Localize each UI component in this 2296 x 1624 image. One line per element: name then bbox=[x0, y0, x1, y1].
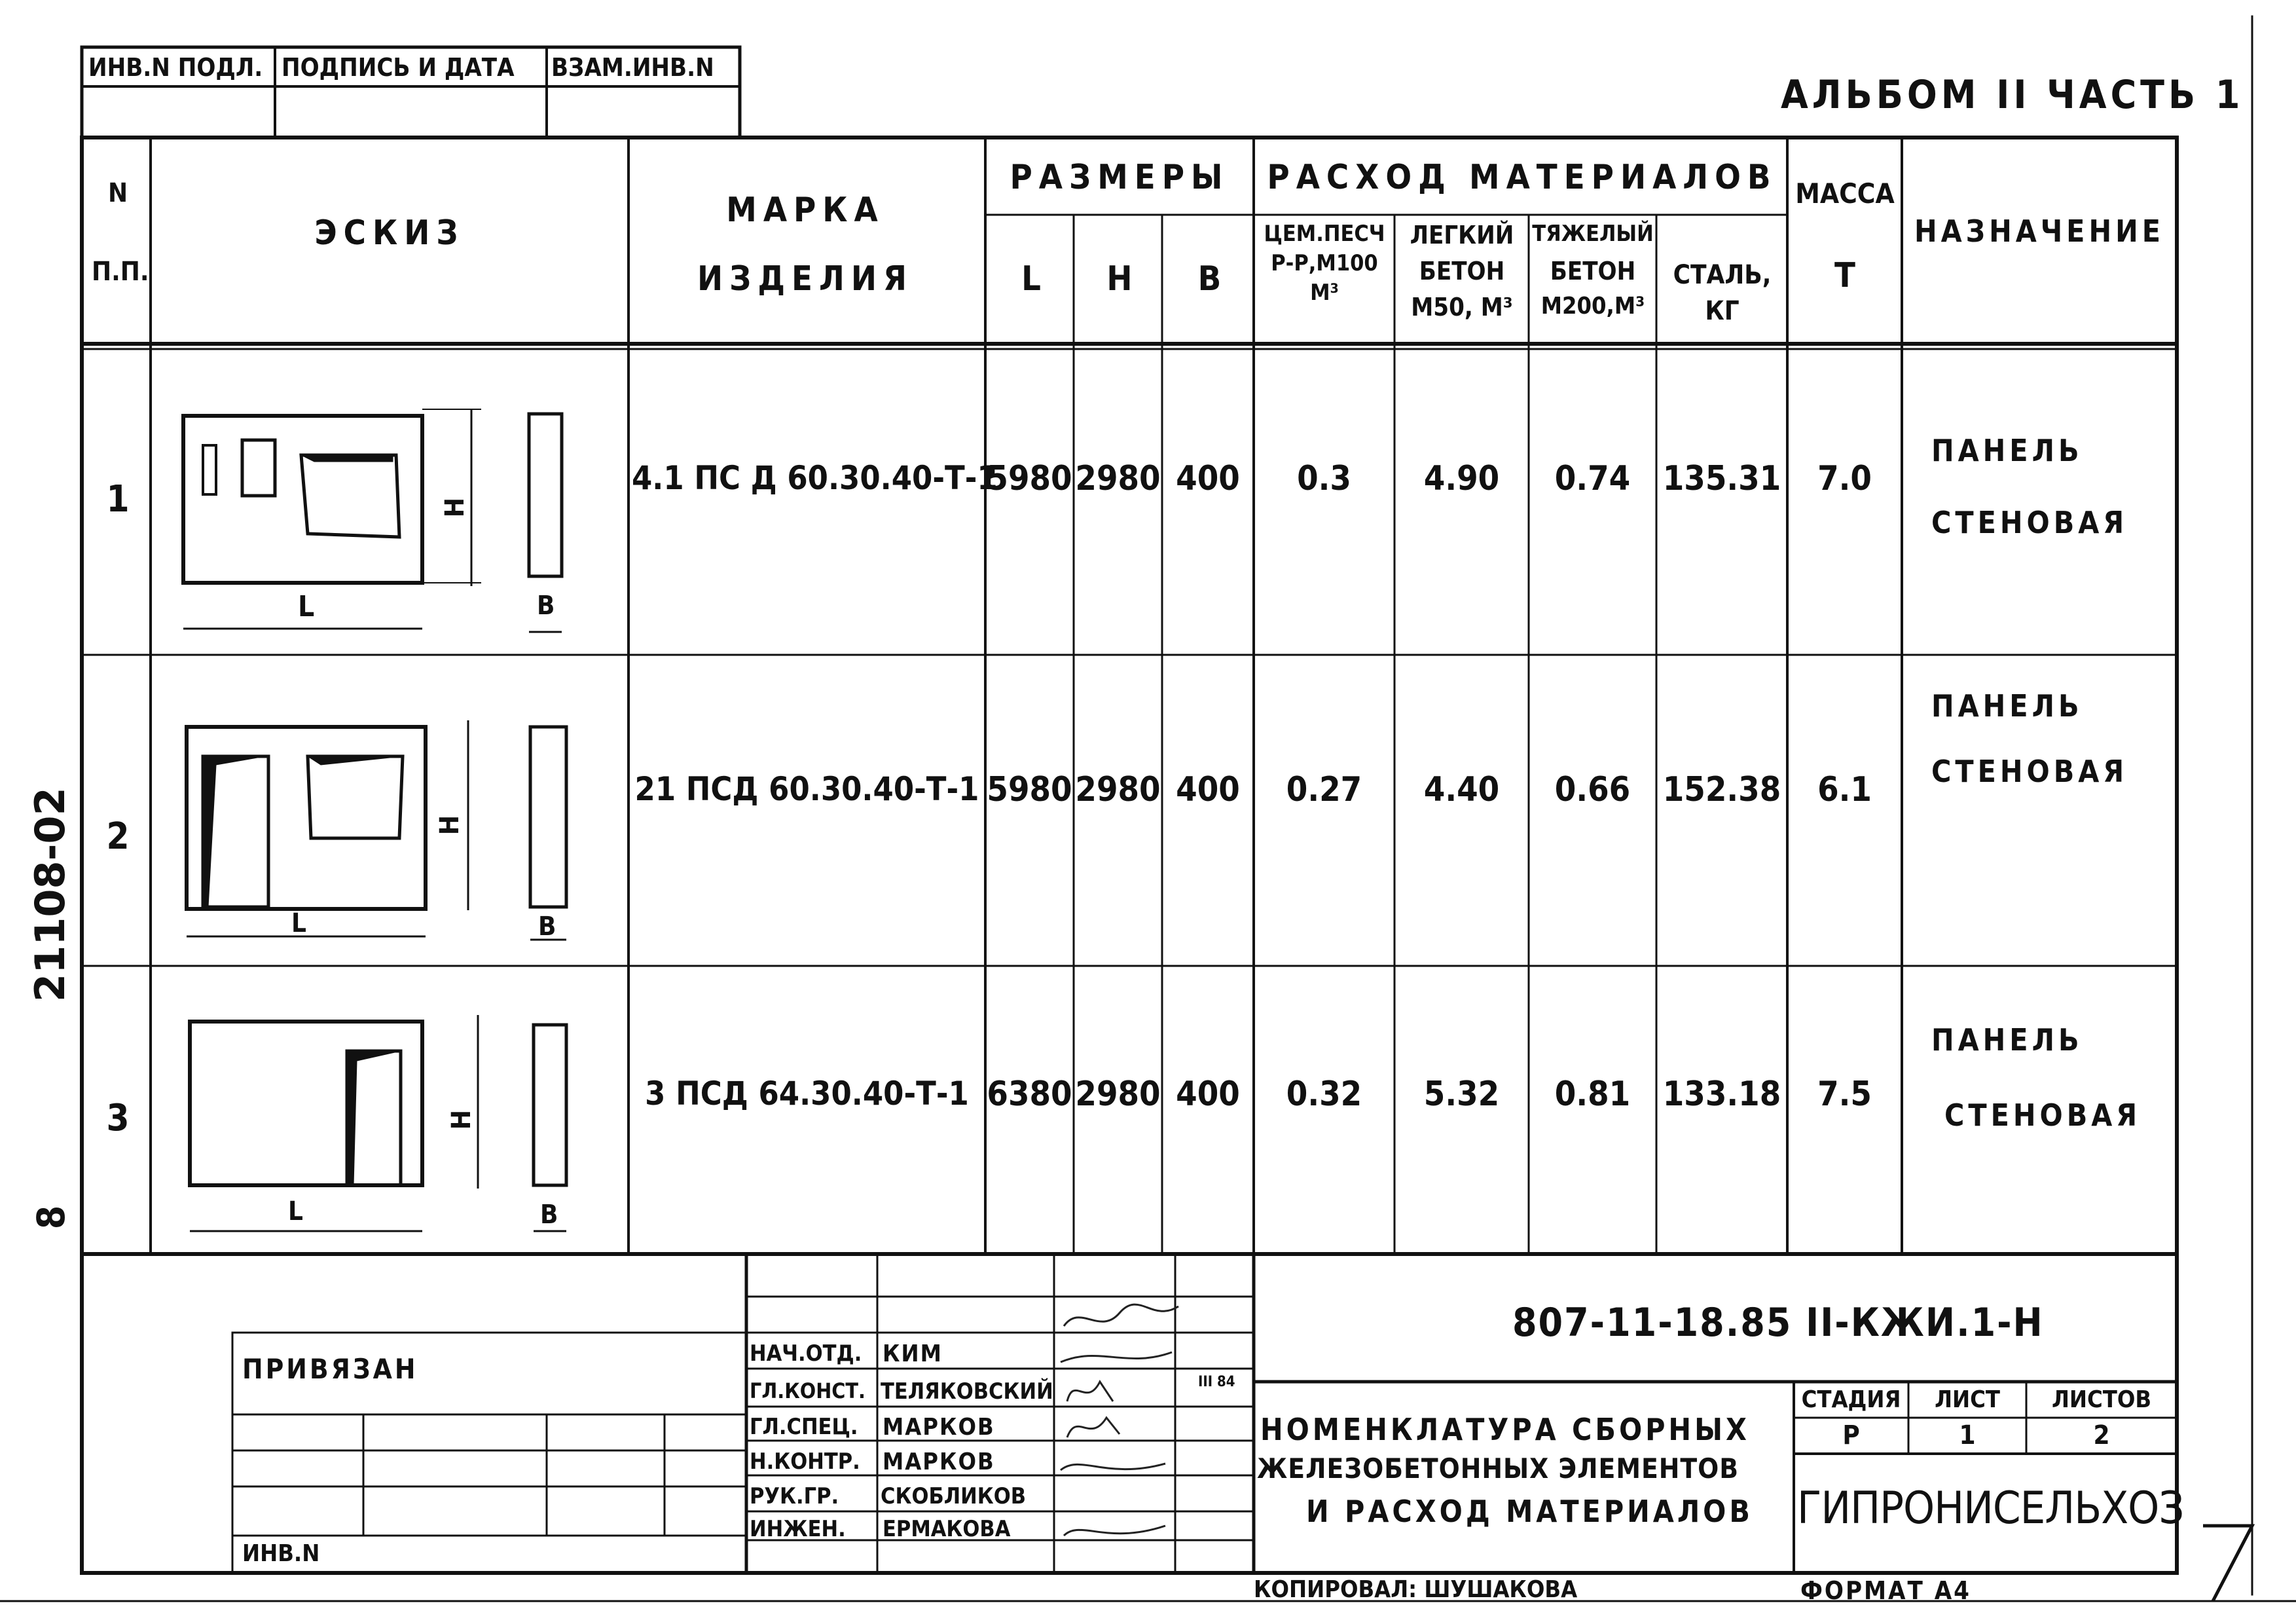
row-purpose-1: ПАНЕЛЬ bbox=[1931, 1022, 2083, 1058]
sketch-B-label: B bbox=[538, 912, 556, 942]
date-note: III 84 bbox=[1198, 1374, 1235, 1390]
header-num-2: П.П. bbox=[92, 257, 149, 287]
format-label: ФОРМАТ А4 bbox=[1800, 1576, 1971, 1605]
row-purpose-2: СТЕНОВАЯ bbox=[1931, 754, 2128, 789]
header-sketch: ЭСКИЗ bbox=[314, 213, 465, 253]
sketch-B-label: B bbox=[537, 591, 555, 621]
header-mass-2: Т bbox=[1834, 256, 1855, 295]
title-line-3: И РАСХОД МАТЕРИАЛОВ bbox=[1306, 1494, 1753, 1529]
sheet-value: 1 bbox=[1959, 1420, 1976, 1450]
row-mass: 7.5 bbox=[1817, 1075, 1872, 1114]
role-label: НАЧ.ОТД. bbox=[750, 1340, 862, 1367]
header-H: H bbox=[1106, 259, 1133, 299]
sheets-value: 2 bbox=[2093, 1420, 2110, 1450]
row-num: 3 bbox=[106, 1097, 130, 1139]
side-code: 21108-02 bbox=[26, 787, 74, 1002]
header-cement-3: М³ bbox=[1310, 280, 1339, 306]
sheets-header: ЛИСТОВ bbox=[2051, 1386, 2152, 1413]
row-heavy: 0.74 bbox=[1554, 459, 1631, 498]
row-purpose-1: ПАНЕЛЬ bbox=[1931, 433, 2083, 468]
row-steel: 133.18 bbox=[1662, 1075, 1781, 1114]
row-mass: 6.1 bbox=[1817, 770, 1872, 809]
row-L: 6380 bbox=[987, 1075, 1072, 1114]
row-purpose-2: СТЕНОВАЯ bbox=[1944, 1098, 2141, 1133]
header-cement-2: Р-Р,М100 bbox=[1271, 250, 1378, 276]
row-cement: 0.32 bbox=[1286, 1075, 1362, 1114]
podpis-data-label: ПОДПИСЬ И ДАТА bbox=[282, 53, 515, 82]
row-purpose-2: СТЕНОВАЯ bbox=[1931, 505, 2128, 540]
header-steel-2: КГ bbox=[1705, 296, 1740, 326]
row-L: 5980 bbox=[987, 459, 1072, 498]
title-line-2: ЖЕЛЕЗОБЕТОННЫХ ЭЛЕМЕНТОВ bbox=[1257, 1452, 1740, 1485]
row-cement: 0.3 bbox=[1297, 459, 1351, 498]
row-purpose-1: ПАНЕЛЬ bbox=[1931, 688, 2083, 724]
row-cement: 0.27 bbox=[1286, 770, 1362, 809]
row-light: 4.40 bbox=[1423, 770, 1500, 809]
copied-by: КОПИРОВАЛ: ШУШАКОВА bbox=[1254, 1576, 1578, 1603]
row-mass: 7.0 bbox=[1817, 459, 1872, 498]
doc-code: 807-11-18.85 II-КЖИ.1-Н bbox=[1512, 1300, 2044, 1346]
privyazan-label: ПРИВЯЗАН bbox=[242, 1353, 418, 1385]
header-cement-1: ЦЕМ.ПЕСЧ bbox=[1264, 221, 1385, 247]
role-name: ТЕЛЯКОВСКИЙ bbox=[881, 1378, 1053, 1405]
header-light-3: М50, М³ bbox=[1411, 293, 1513, 322]
header-heavy-1: ТЯЖЕЛЫЙ bbox=[1532, 221, 1654, 247]
vzam-inv-label: ВЗАМ.ИНВ.N bbox=[551, 53, 714, 82]
header-light-2: БЕТОН bbox=[1419, 257, 1505, 286]
row-B: 400 bbox=[1176, 459, 1240, 498]
row-H: 2980 bbox=[1075, 770, 1161, 809]
sketch-L-label: L bbox=[298, 590, 315, 623]
sketch-L-label: L bbox=[288, 1196, 303, 1227]
header-L: L bbox=[1021, 259, 1041, 299]
sketch-panel-2 bbox=[187, 720, 566, 940]
row-steel: 152.38 bbox=[1662, 770, 1781, 809]
header-heavy-3: М200,М³ bbox=[1540, 293, 1645, 320]
row-steel: 135.31 bbox=[1662, 459, 1781, 498]
header-B: B bbox=[1197, 259, 1222, 299]
sketch-panel-3 bbox=[190, 1015, 566, 1231]
header-sizes: РАЗМЕРЫ bbox=[1010, 158, 1230, 197]
row-B: 400 bbox=[1176, 1075, 1240, 1114]
inv-podl-label: ИНВ.N ПОДЛ. bbox=[88, 53, 263, 82]
row-num: 1 bbox=[106, 478, 130, 521]
role-label: ГЛ.КОНСТ. bbox=[750, 1378, 866, 1403]
role-label: РУК.ГР. bbox=[750, 1483, 839, 1509]
role-name: МАРКОВ bbox=[883, 1449, 995, 1475]
header-mark: МАРКА bbox=[726, 191, 884, 230]
inv-n-label: ИНВ.N bbox=[242, 1540, 320, 1567]
row-mark: 3 ПСД 64.30.40-Т-1 bbox=[645, 1075, 969, 1113]
header-materials: РАСХОД МАТЕРИАЛОВ bbox=[1267, 158, 1777, 197]
role-label: Н.КОНТР. bbox=[750, 1449, 860, 1475]
header-mass-1: МАССА bbox=[1795, 177, 1895, 210]
row-heavy: 0.81 bbox=[1554, 1075, 1631, 1114]
header-light-1: ЛЕГКИЙ bbox=[1410, 221, 1514, 249]
row-B: 400 bbox=[1176, 770, 1240, 809]
title-line-1: НОМЕНКЛАТУРА СБОРНЫХ bbox=[1260, 1412, 1750, 1447]
row-heavy: 0.66 bbox=[1554, 770, 1631, 809]
sketch-panel-1 bbox=[183, 409, 562, 632]
header-mark-2: ИЗДЕЛИЯ bbox=[697, 259, 914, 299]
stage-header: СТАДИЯ bbox=[1801, 1386, 1901, 1413]
org-name: ГИПРОНИСЕЛЬХОЗ bbox=[1797, 1483, 2184, 1534]
role-label: ИНЖЕН. bbox=[750, 1516, 846, 1542]
row-mark: 21 ПСД 60.30.40-Т-1 bbox=[634, 770, 979, 808]
sketch-H-label: H bbox=[440, 497, 471, 518]
sketch-H-label: H bbox=[446, 1109, 477, 1130]
role-name: МАРКОВ bbox=[883, 1414, 995, 1441]
role-name: ЕРМАКОВА bbox=[883, 1516, 1011, 1542]
header-num: N bbox=[107, 178, 128, 208]
row-H: 2980 bbox=[1075, 459, 1161, 498]
sketch-B-label: B bbox=[540, 1200, 558, 1230]
role-label: ГЛ.СПЕЦ. bbox=[750, 1414, 858, 1440]
stage-value: Р bbox=[1842, 1420, 1860, 1450]
sketch-H-label: H bbox=[435, 815, 465, 836]
row-H: 2980 bbox=[1075, 1075, 1161, 1114]
row-num: 2 bbox=[106, 815, 130, 858]
album-label: АЛЬБОМ II ЧАСТЬ 1 bbox=[1781, 72, 2244, 118]
row-light: 4.90 bbox=[1423, 459, 1500, 498]
row-light: 5.32 bbox=[1423, 1075, 1500, 1114]
header-purpose: НАЗНАЧЕНИЕ bbox=[1914, 213, 2164, 249]
sketch-L-label: L bbox=[291, 908, 306, 938]
row-L: 5980 bbox=[987, 770, 1072, 809]
sheet-header: ЛИСТ bbox=[1935, 1386, 2000, 1413]
header-heavy-2: БЕТОН bbox=[1550, 257, 1636, 286]
role-name: КИМ bbox=[883, 1340, 943, 1367]
row-mark: 4.1 ПС Д 60.30.40-Т-1 bbox=[632, 459, 998, 497]
role-name: СКОБЛИКОВ bbox=[881, 1483, 1027, 1509]
header-steel-1: СТАЛЬ, bbox=[1673, 260, 1772, 290]
side-number: 8 bbox=[29, 1205, 74, 1230]
